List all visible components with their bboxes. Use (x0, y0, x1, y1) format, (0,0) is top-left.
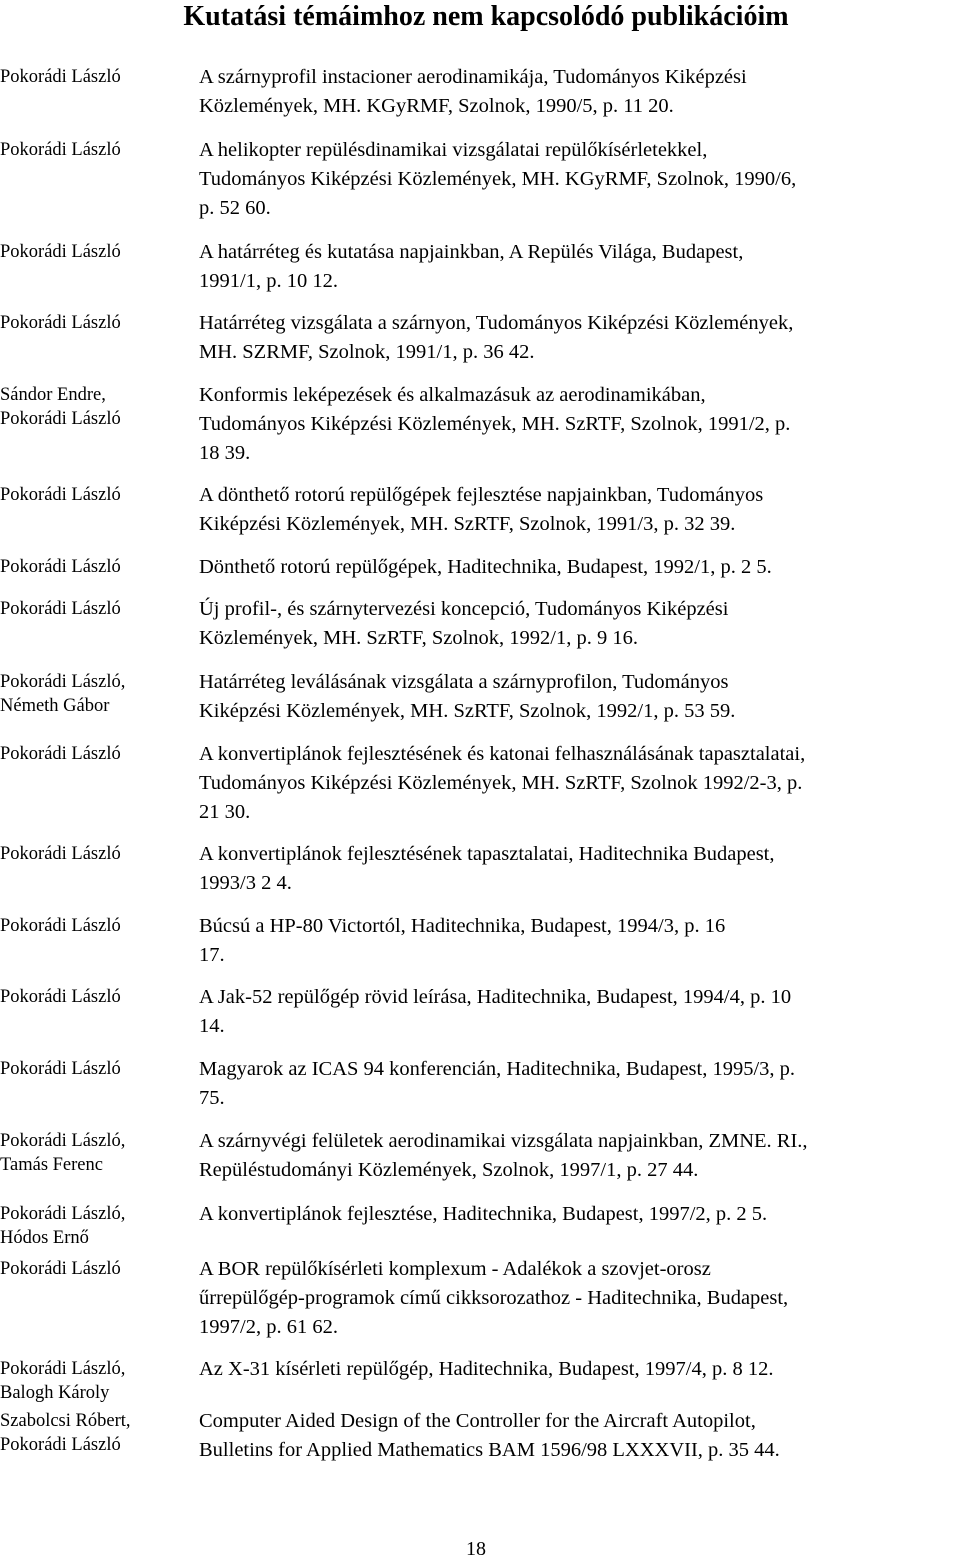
publication-citation: A helikopter repülésdinamikai vizsgálatai repülőkísérletekkel, Tudományos Kiképzési Közlemények, MH. KGyRMF, Szolnok, 1990/6, p. 52 60. (199, 139, 797, 219)
publication-citation: Új profil-, és szárnytervezési koncepció, Tudományos Kiképzési Közlemények, MH. SzRTF, Szolnok, 1992/1, p. 9 16. (199, 598, 729, 649)
publication-citation: Dönthető rotorú repülőgépek, Haditechnika, Budapest, 1992/1, p. 2 5. (199, 556, 772, 578)
publication-authors: Pokorádi László (0, 485, 121, 505)
publication-authors: Pokorádi László (0, 744, 121, 764)
publication-citation: Az X-31 kísérleti repülőgép, Haditechnika, Budapest, 1997/4, p. 8 12. (199, 1358, 774, 1380)
publication-citation: Konformis leképezések és alkalmazásuk az aerodinamikában, Tudományos Kiképzési Közlemények, MH. SzRTF, Szolnok, 1991/2, p. 18 39. (199, 384, 791, 464)
publication-authors: Pokorádi László, Tamás Ferenc (0, 1131, 126, 1175)
publication-citation: A határréteg és kutatása napjainkban, A Repülés Világa, Budapest, 1991/1, p. 10 12. (199, 241, 744, 292)
page-number: 18 (466, 1538, 486, 1560)
publication-citation: A konvertiplánok fejlesztésének és katonai felhasználásának tapasztalatai, Tudományos Kiképzési Közlemények, MH. SzRTF, Szolnok 1992/2-3, p. 21 30. (199, 743, 806, 823)
publication-citation: Búcsú a HP-80 Victortól, Haditechnika, Budapest, 1994/3, p. 16 17. (199, 915, 726, 966)
publication-authors: Pokorádi László, Balogh Károly (0, 1359, 126, 1403)
publication-citation: A konvertiplánok fejlesztésének tapasztalatai, Haditechnika Budapest, 1993/3 2 4. (199, 843, 775, 894)
publication-citation: A konvertiplánok fejlesztése, Haditechnika, Budapest, 1997/2, p. 2 5. (199, 1203, 768, 1225)
publication-authors: Pokorádi László (0, 140, 121, 160)
publication-authors: Sándor Endre, Pokorádi László (0, 385, 121, 429)
publication-authors: Pokorádi László (0, 313, 121, 333)
publication-authors: Pokorádi László (0, 599, 121, 619)
publication-authors: Pokorádi László (0, 987, 121, 1007)
publication-citation: Határréteg leválásának vizsgálata a szárnyprofilon, Tudományos Kiképzési Közlemények, MH. SzRTF, Szolnok, 1992/1, p. 53 59. (199, 671, 736, 722)
publication-authors: Pokorádi László (0, 916, 121, 936)
publication-authors: Pokorádi László (0, 557, 121, 577)
publication-authors: Szabolcsi Róbert, Pokorádi László (0, 1411, 131, 1455)
publication-citation: Magyarok az ICAS 94 konferencián, Haditechnika, Budapest, 1995/3, p. 75. (199, 1058, 796, 1109)
publication-authors: Pokorádi László (0, 844, 121, 864)
publication-authors: Pokorádi László (0, 67, 121, 87)
publication-citation: Határréteg vizsgálata a szárnyon, Tudományos Kiképzési Közlemények, MH. SZRMF, Szolnok, 1991/1, p. 36 42. (199, 312, 794, 363)
publication-authors: Pokorádi László, Hódos Ernő (0, 1204, 126, 1248)
publication-citation: Computer Aided Design of the Controller for the Aircraft Autopilot, Bulletins for Applied Mathematics BAM 1596/98 LXXXVII, p. 35 44. (199, 1410, 780, 1461)
publication-citation: A Jak-52 repülőgép rövid leírása, Haditechnika, Budapest, 1994/4, p. 10 14. (199, 986, 792, 1037)
publication-authors: Pokorádi László (0, 1259, 121, 1279)
publication-citation: A dönthető rotorú repülőgépek fejlesztése napjainkban, Tudományos Kiképzési Közlemények, MH. SzRTF, Szolnok, 1991/3, p. 32 39. (199, 484, 764, 535)
publication-citation: A szárnyvégi felületek aerodinamikai vizsgálata napjainkban, ZMNE. RI., Repüléstudományi Közlemények, Szolnok, 1997/1, p. 27 44. (199, 1130, 808, 1181)
publication-authors: Pokorádi László (0, 242, 121, 262)
publication-citation: A szárnyprofil instacioner aerodinamikája, Tudományos Kiképzési Közlemények, MH. KGyRMF, Szolnok, 1990/5, p. 11 20. (199, 66, 747, 117)
page-title: Kutatási témáimhoz nem kapcsolódó publikációim (183, 1, 789, 32)
publication-citation: A BOR repülőkísérleti komplexum - Adalékok a szovjet-orosz űrrepülőgép-programok című cikksorozathoz - Haditechnika, Budapest, 1997/2, p. 61 62. (199, 1258, 789, 1338)
publication-authors: Pokorádi László (0, 1059, 121, 1079)
publication-authors: Pokorádi László, Németh Gábor (0, 672, 126, 716)
